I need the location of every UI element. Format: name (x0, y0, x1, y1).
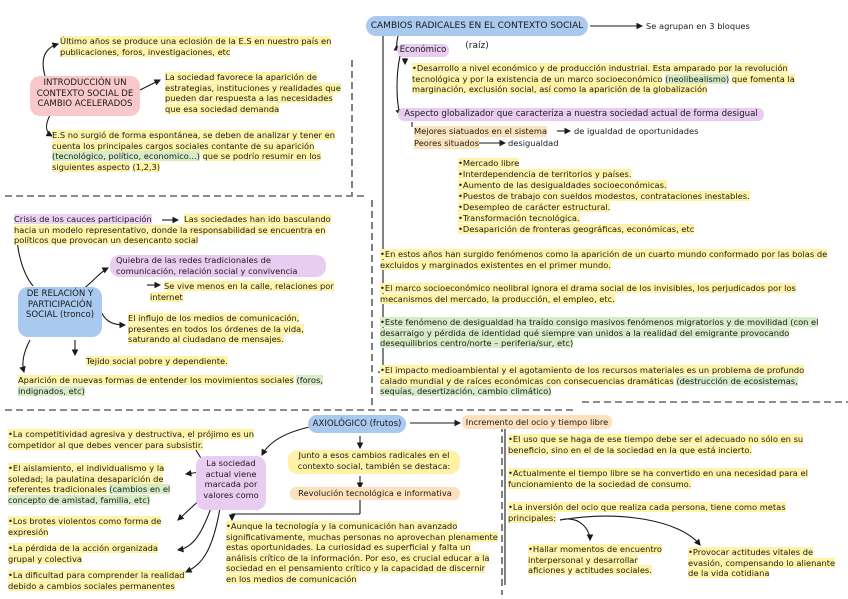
economico-label: Económico (397, 44, 449, 57)
axiologico-title: AXIOLÓGICO (frutos) (312, 419, 402, 429)
intro-note-3: E.S no surgió de forma espontánea, se deben de analizar y tener en cuenta los principales cargos sociales contante de su aparición (tecnológico, político, economico...) que se podrío resumir en los siguientes aspecto (1,2,3) (52, 130, 335, 172)
peores-resultado: desigualdad (508, 138, 559, 148)
relacion-title: DE RELACIÓN Y PARTICIPACIÓN SOCIAL (tronco) (25, 289, 95, 321)
mejores-situados: Mejores siatuados en el sistema (414, 126, 548, 136)
right-point-1: •En estos años han surgido fenómenos como la aparición de un cuarto mundo conformado por las bolas de excluidos y marginados existentes en el primer mundo. (380, 249, 828, 270)
bullet-item: •Aumento de las desigualdades socioeconómicas. (458, 180, 667, 190)
ocio-punto-3: •La inversión del ocio que realiza cada persona, tiene como metas principales: (508, 502, 786, 523)
bullet-item: •Desaparición de fronteras geográficas, económicas, etc (458, 224, 695, 234)
valor-violencia: •Los brotes violentos como forma de expresión (8, 516, 162, 537)
aunque-text: •Aunque la tecnología y la comunicación han avanzado significativamente, muchas personas no aprovechan plenamente estas oportunidades. La curiosidad es superficial y falta un análisis crítico de la información. Por eso, es crucial educar a la sociedad en el pensamiento crítico y la capacidad de discernir en los medios de comunicación (226, 521, 498, 584)
valor-perdida-accion: •La pérdida de la acción organizada grupal y colectiva (8, 543, 159, 564)
quiebra-resultado: Se vive menos en la calle, relaciones por internet (150, 281, 334, 302)
right-point-4: •El impacto medioambiental y el agotamiento de los recursos materiales es un problema de profundo calado mundial y de raíces económicas con consecuencias dramáticas (destrucción de ecosistemas, sequías, desertización, cambio climático) (380, 365, 805, 397)
globalizador-bullets (458, 158, 758, 235)
economico-text: •Desarrollo a nivel económico y de producción industrial. Esta amparado por la revolución tecnológica y por la existencia de un marco socioeconómico (neolibealismo) que fomenta la marginación, exclusión social, así como la aparición de la globalización (412, 63, 795, 95)
bullet-item: •Interdependencia de territorios y países. (458, 169, 632, 179)
axiologico-title-box (308, 415, 406, 433)
intro-title-box (30, 76, 140, 116)
ocio-meta-1: •Hallar momentos de encuentro interpersonal y desarrollar aficiones y actitudes sociales. (528, 544, 662, 576)
globalizador-label: Aspecto globalizador que caracteriza a nuestra sociedad actual de forma desigual (398, 108, 764, 121)
intro-note-1: Último años se produce una eclosión de la E.S en nuestro país en publicaciones, foros, investigaciones, etc (60, 36, 332, 57)
junto-box: Junto a esos cambios radicales en el contexto social, también se destaca: (288, 450, 460, 474)
ocio-meta-2: •Provocar actitudes vitales de evasión, compensando lo alienante de la vida cotidiana (688, 547, 836, 579)
right-point-2: •El marco socioeconómico neolibral ignora el drama social de los invisibles, los perjudicados por los mecanismos del mercado, la producción, el empleo, etc. (380, 283, 796, 304)
intro-title: INTRODUCCIÓN UN CONTEXTO SOCIAL DE CAMBIO ACELERADOS (36, 78, 134, 110)
valor-dificultad: •La dificultad para comprender la realidad debido a cambios sociales permanentes (8, 570, 185, 591)
mejores-resultado: de igualdad de oportunidades (574, 126, 699, 136)
main-title: CAMBIOS RADICALES EN EL CONTEXTO SOCIAL (raíz) (370, 21, 584, 51)
ocio-punto-2: •Actualmente el tiempo libre se ha convertido en una necesidad para el funcionamiento de la sociedad de consumo. (508, 468, 808, 489)
main-subtitle: Se agrupan en 3 bloques (646, 21, 750, 31)
quiebra-box: Quiebra de las redes tradicionales de comunicación, relación social y convivencia (110, 255, 326, 277)
revolucion-box: Revolución tecnológica e informativa (290, 487, 460, 500)
right-point-3: •Este fenómeno de desigualdad ha traído consigo masivos fenómenos migratorios y de movilidad (con el desarraigo y pérdida de identidad qué siempre van unidos a la realidad del emigrante provocando desequilibrios centro/norte – periferia/sur, etc) (380, 317, 819, 349)
bullet-item: •Desempleo de carácter estructural. (458, 202, 611, 212)
valor-aislamiento: •El aislamiento, el individualismo y la soledad; la paulatina desaparición de referentes tradicionales (cambios en el concepto de amistad, familia, etc) (8, 463, 171, 505)
ocio-punto-1: •El uso que se haga de ese tiempo debe ser el adecuado no sólo en su beneficio, sino en el de la sociedad en la que está incierto. (508, 434, 804, 455)
aparicion-movimientos: Aparición de nuevas formas de entender los movimientos sociales (foros, indignados, etc) (18, 375, 323, 396)
bullet-item: •Puestos de trabajo con sueldos modestos, contrataciones inestables. (458, 191, 750, 201)
tejido-social: Tejido social pobre y dependiente. (86, 356, 228, 366)
influjo-medios: El influjo de los medios de comunicación, presentes en todos los órdenes de la vida, saturando al ciudadano de mensajes. (128, 313, 304, 345)
ocio-title-box: Incremento del ocio y tiempo libre (462, 415, 612, 429)
bullet-item: •Transformación tecnológica. (458, 213, 580, 223)
sociedad-actual-box: La sociedad actual viene marcada por valores como (196, 456, 266, 510)
crisis-resultado: Las sociedades han ido basculando hacia un modelo representativo, donde la responsabilidad se encuentra en políticos que provocan un desencanto social (14, 214, 331, 246)
bullet-item: •Mercado libre (458, 158, 520, 168)
valor-competitividad: •La competitividad agresiva y destructiva, el prójimo es un competidor al que debes vencer para subsistir. (8, 429, 255, 450)
relacion-title-box (18, 287, 102, 337)
intro-note-2: La sociedad favorece la aparición de estrategias, instituciones y realidades que pueden dar respuesta a las necesidades que esa sociedad demanda (165, 72, 341, 114)
crisis-participacion: Crisis de los cauces participación (14, 214, 152, 224)
peores-situados: Peores situados (414, 138, 480, 148)
